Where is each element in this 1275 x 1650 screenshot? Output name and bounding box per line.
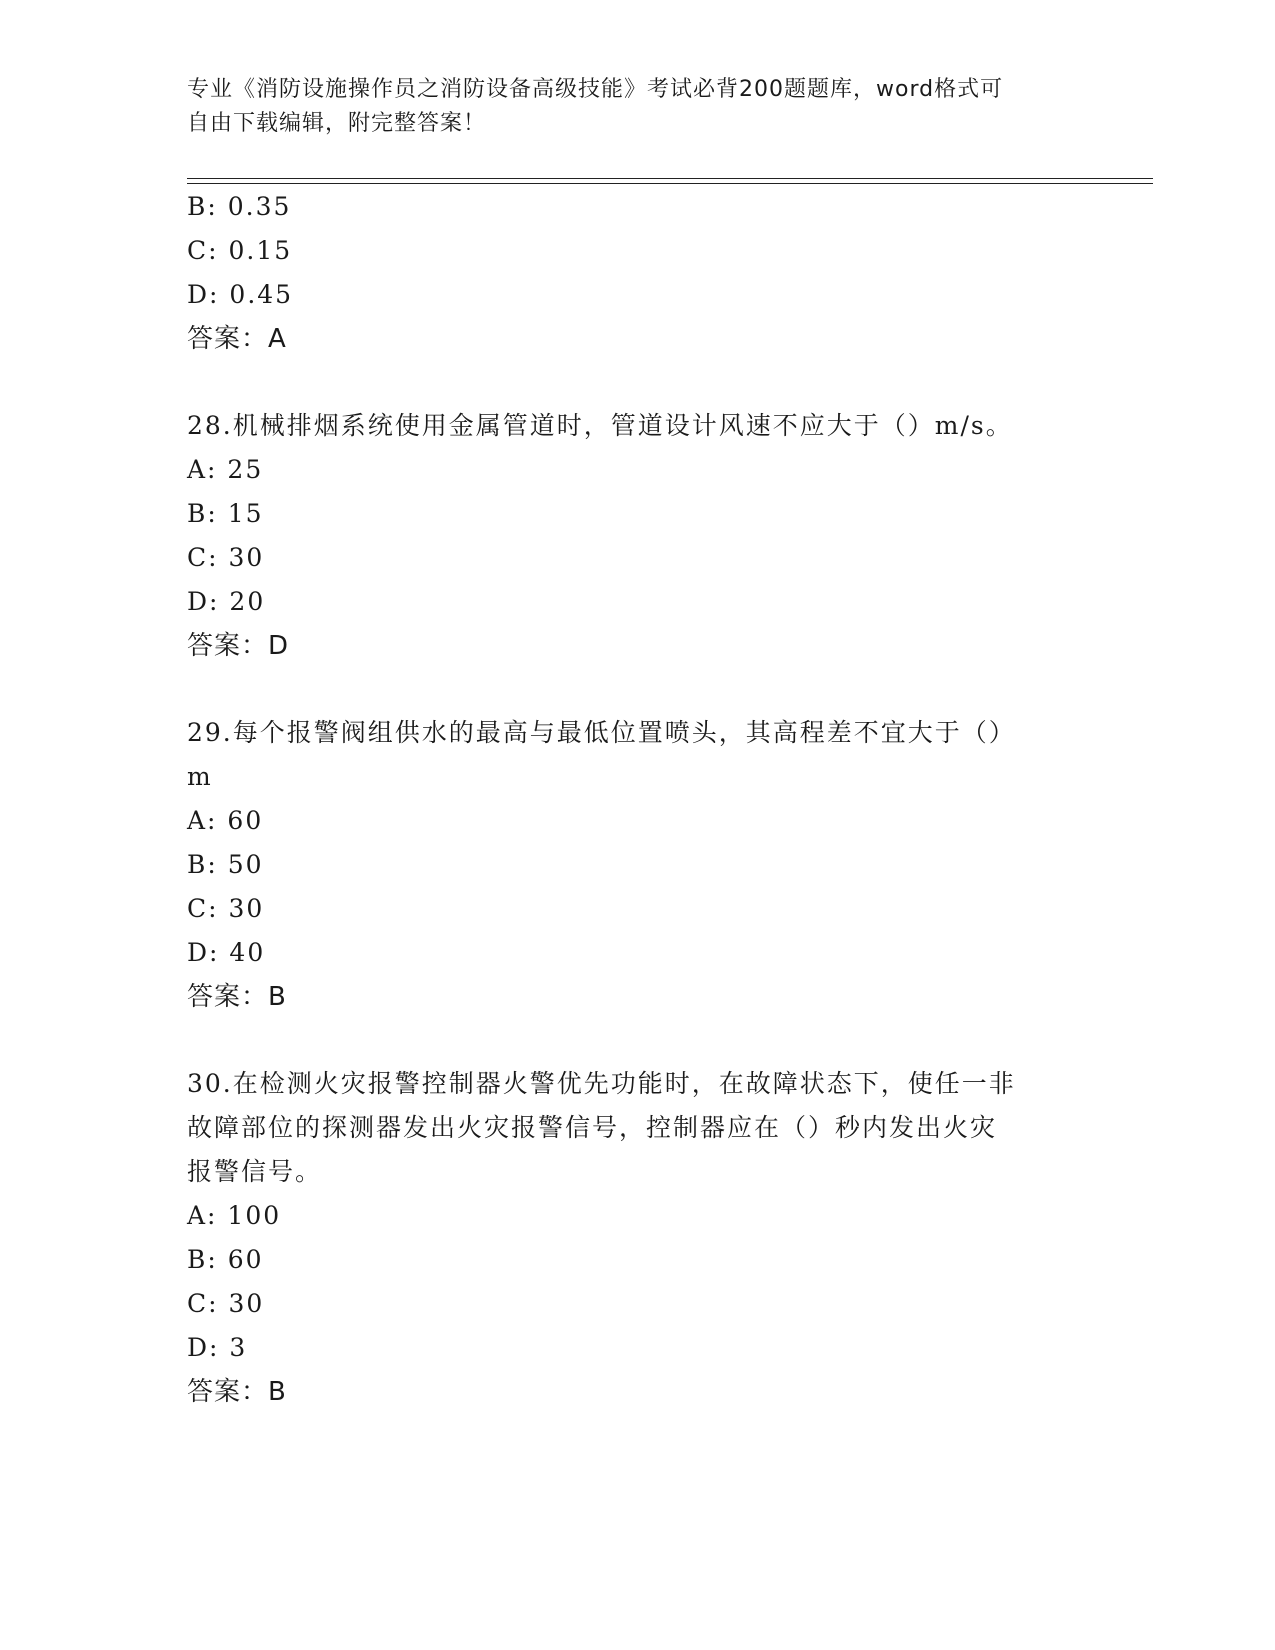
- question-text: 29.每个报警阀组供水的最高与最低位置喷头，其高程差不宜大于（）: [187, 718, 1016, 747]
- header-line-2: 自由下载编辑，附完整答案！: [187, 111, 487, 136]
- answer-line: 答案：D: [187, 631, 290, 661]
- header-divider-bottom: [187, 183, 1153, 184]
- option-line: C: 30: [187, 1289, 265, 1318]
- header-divider-top: [187, 178, 1153, 179]
- option-line: B: 15: [187, 499, 264, 528]
- question-text: 30.在检测火灾报警控制器火警优先功能时，在故障状态下，使任一非: [187, 1069, 1016, 1098]
- option-line: D: 0.45: [187, 280, 294, 309]
- option-line: A: 60: [187, 806, 264, 835]
- option-line: A: 25: [187, 455, 264, 484]
- answer-line: 答案：B: [187, 1377, 287, 1407]
- question-text-continued: 报警信号。: [187, 1157, 323, 1186]
- option-line: B: 60: [187, 1245, 264, 1274]
- option-line: D: 3: [187, 1333, 248, 1362]
- question-text-continued: m: [187, 762, 213, 791]
- question-text-continued: 故障部位的探测器发出火灾报警信号，控制器应在（）秒内发出火灾: [187, 1113, 998, 1142]
- option-line: C: 0.15: [187, 236, 293, 265]
- option-line: D: 20: [187, 587, 266, 616]
- option-line: D: 40: [187, 938, 266, 967]
- option-line: B: 50: [187, 850, 264, 879]
- page-header: [187, 73, 1087, 141]
- answer-line: 答案：B: [187, 982, 287, 1012]
- option-line: A: 100: [187, 1201, 282, 1230]
- header-line-1: 专业《消防设施操作员之消防设备高级技能》考试必背200题题库，word格式可: [187, 77, 1004, 102]
- option-line: C: 30: [187, 894, 265, 923]
- answer-line: 答案：A: [187, 324, 287, 354]
- question-text: 28.机械排烟系统使用金属管道时，管道设计风速不应大于（）m/s。: [187, 411, 1013, 440]
- option-line: B: 0.35: [187, 192, 292, 221]
- option-line: C: 30: [187, 543, 265, 572]
